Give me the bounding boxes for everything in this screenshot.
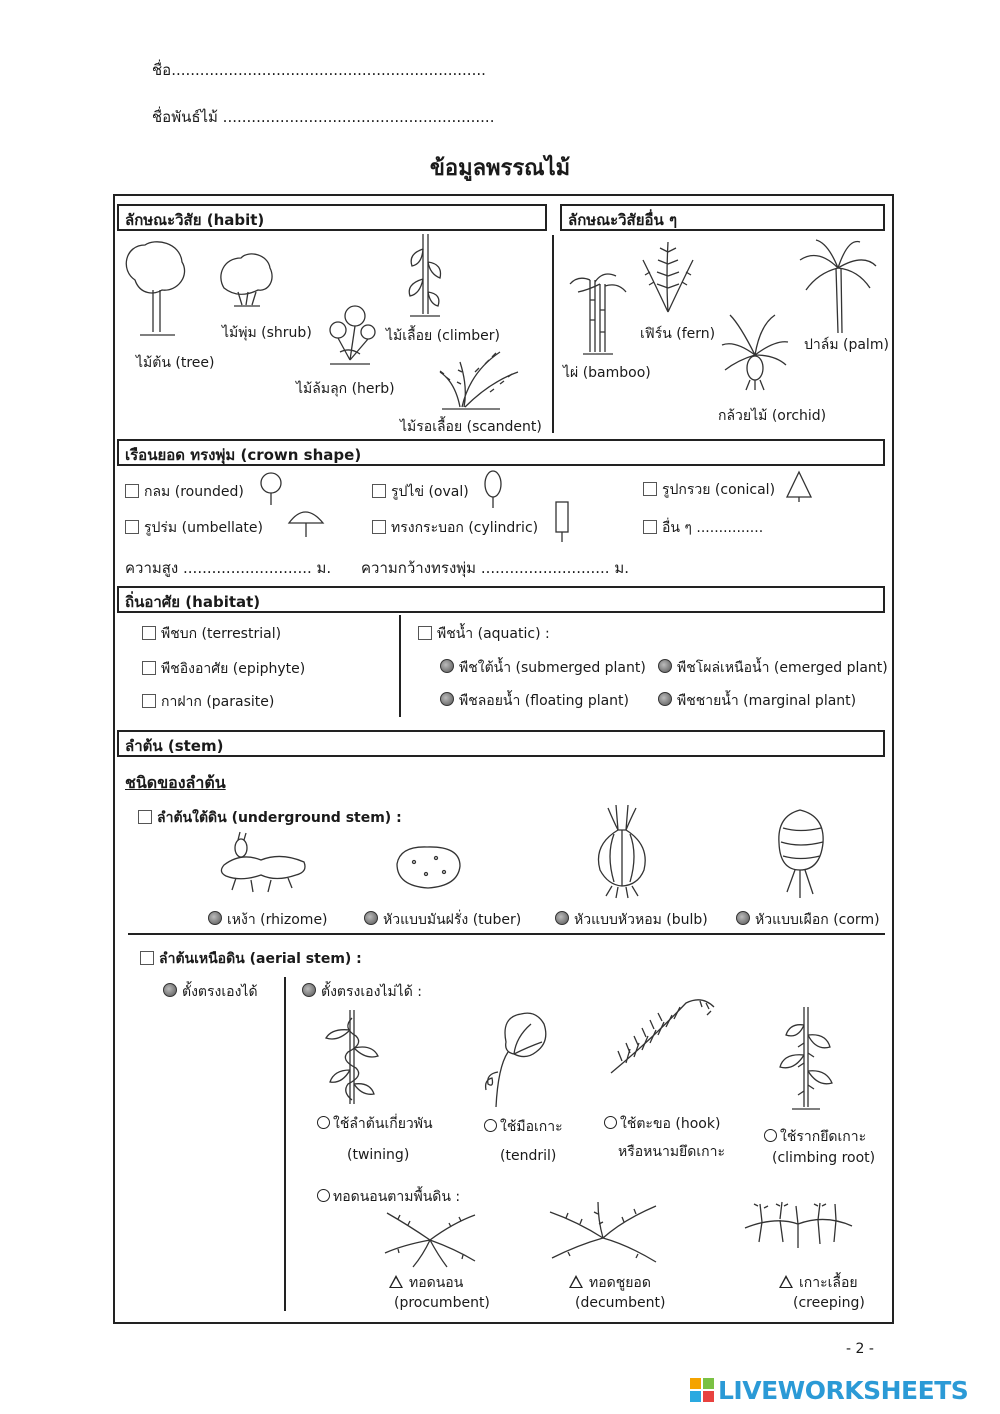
crown-rounded-checkbox[interactable]	[125, 484, 139, 498]
shrub-drawing	[216, 250, 276, 310]
not-upright-radio[interactable]	[302, 983, 316, 997]
bulb-option[interactable]: หัวแบบหัวหอม (bulb)	[555, 909, 708, 931]
tendril-radio[interactable]	[484, 1119, 497, 1132]
climbing-root-drawing	[770, 1005, 840, 1110]
stem-types-heading: ชนิดของลำต้น	[125, 773, 226, 792]
ground-option[interactable]: ทอดนอนตามพื้นดิน :	[317, 1186, 460, 1208]
conical-shape-icon	[786, 470, 814, 504]
habit-climber-label: ไม้เลื้อย (climber)	[386, 328, 500, 344]
name-field[interactable]: ชื่อ..................................................................	[152, 61, 486, 79]
crown-other-checkbox[interactable]	[643, 520, 657, 534]
bulb-radio[interactable]	[555, 911, 569, 925]
epiphyte-checkbox[interactable]	[142, 661, 156, 675]
herb-drawing	[320, 302, 380, 372]
crown-conical-checkbox[interactable]	[643, 482, 657, 496]
crown-rounded-option[interactable]: กลม (rounded)	[125, 481, 244, 503]
orchid-label: กล้วยไม้ (orchid)	[718, 408, 827, 424]
emerged-option[interactable]: พืชโผล่เหนือน้ำ (emerged plant)	[658, 657, 888, 679]
underground-stem-option[interactable]: ลำต้นใต้ดิน (underground stem) :	[138, 807, 402, 829]
orchid-drawing	[720, 310, 790, 390]
habit-shrub-label: ไม้พุ่ม (shrub)	[222, 325, 312, 341]
submerged-option[interactable]: พืชใต้น้ำ (submerged plant)	[440, 657, 646, 679]
tendril-drawing	[476, 1012, 551, 1107]
emerged-radio[interactable]	[658, 659, 672, 673]
floating-radio[interactable]	[440, 692, 454, 706]
page-number: - 2 -	[846, 1341, 874, 1357]
marginal-radio[interactable]	[658, 692, 672, 706]
tree-drawing	[120, 240, 190, 340]
scandent-drawing	[430, 342, 520, 412]
aerial-stem-option[interactable]: ลำต้นเหนือดิน (aerial stem) :	[140, 948, 362, 970]
habitat-parasite-option[interactable]: กาฝาก (parasite)	[142, 691, 274, 713]
oval-shape-icon	[482, 470, 506, 510]
habit-heading: ลักษณะวิสัย (habit)	[117, 204, 547, 231]
rhizome-option[interactable]: เหง้า (rhizome)	[208, 909, 328, 931]
upright-radio[interactable]	[163, 983, 177, 997]
hook-thorn-label: หรือหนามยึดเกาะ	[618, 1144, 725, 1160]
habit-scandent-label: ไม้รอเลื้อย (scandent)	[400, 419, 542, 435]
habitat-aquatic-option[interactable]: พืชน้ำ (aquatic) :	[418, 623, 550, 645]
procumbent-option[interactable]: ทอดนอน	[389, 1272, 463, 1294]
decumbent-option[interactable]: ทอดชูยอด	[569, 1272, 651, 1294]
palm-label: ปาล์ม (palm)	[804, 337, 889, 353]
crown-umbellate-option[interactable]: รูปร่ม (umbellate)	[125, 517, 263, 539]
crown-oval-checkbox[interactable]	[372, 484, 386, 498]
tuber-radio[interactable]	[364, 911, 378, 925]
habitat-epiphyte-option[interactable]: พืชอิงอาศัย (epiphyte)	[142, 658, 305, 680]
climber-drawing	[398, 234, 448, 319]
aerial-divider	[284, 977, 286, 1311]
crown-cylindric-option[interactable]: ทรงกระบอก (cylindric)	[372, 517, 538, 539]
corm-drawing	[775, 808, 830, 903]
crown-width-field[interactable]: ความกว้างทรงพุ่ม ........................... ม.	[361, 559, 629, 577]
twining-drawing	[322, 1008, 382, 1108]
climbing-root-en-label: (climbing root)	[772, 1150, 876, 1166]
height-field[interactable]: ความสูง ........................... ม.	[125, 559, 332, 577]
decumbent-drawing	[548, 1200, 660, 1270]
crown-oval-option[interactable]: รูปไข่ (oval)	[372, 481, 469, 503]
stem-heading: ลำต้น (stem)	[117, 730, 885, 757]
corm-radio[interactable]	[736, 911, 750, 925]
twining-option[interactable]: ใช้ลำต้นเกี่ยวพัน	[317, 1113, 433, 1135]
crown-umbellate-checkbox[interactable]	[125, 520, 139, 534]
crown-other-option[interactable]: อื่น ๆ ...............	[643, 517, 763, 539]
bamboo-label: ไผ่ (bamboo)	[563, 365, 651, 381]
upright-option[interactable]: ตั้งตรงเองได้	[163, 981, 258, 1003]
crown-heading: เรือนยอด ทรงพุ่ม (crown shape)	[117, 439, 885, 466]
creeping-triangle-marker[interactable]	[779, 1275, 793, 1288]
parasite-checkbox[interactable]	[142, 694, 156, 708]
aquatic-checkbox[interactable]	[418, 626, 432, 640]
underground-checkbox[interactable]	[138, 810, 152, 824]
creeping-option[interactable]: เกาะเลื้อย	[779, 1272, 858, 1294]
habitat-divider	[399, 615, 401, 717]
lws-grid-icon	[690, 1378, 714, 1402]
tendril-en-label: (tendril)	[500, 1148, 557, 1164]
page-title: ข้อมูลพรรณไม้	[429, 156, 571, 181]
not-upright-option[interactable]: ตั้งตรงเองไม่ได้ :	[302, 981, 422, 1003]
habit-divider	[552, 235, 554, 433]
bamboo-drawing	[568, 270, 628, 355]
habit-tree-label: ไม้ต้น (tree)	[136, 355, 215, 371]
cylindric-shape-icon	[553, 500, 573, 544]
tuber-drawing	[392, 842, 464, 892]
rhizome-drawing	[216, 830, 311, 895]
floating-option[interactable]: พืชลอยน้ำ (floating plant)	[440, 690, 629, 712]
tendril-option[interactable]: ใช้มือเกาะ	[484, 1116, 563, 1138]
procumbent-en-label: (procumbent)	[394, 1295, 490, 1311]
habitat-terrestrial-option[interactable]: พืชบก (terrestrial)	[142, 623, 281, 645]
other-habit-heading: ลักษณะวิสัยอื่น ๆ	[560, 204, 885, 231]
creeping-en-label: (creeping)	[793, 1295, 865, 1311]
twining-radio[interactable]	[317, 1116, 330, 1129]
climbing-root-option[interactable]: ใช้รากยึดเกาะ	[764, 1126, 866, 1148]
brand-text: LIVEWORKSHEETS	[718, 1375, 969, 1405]
procumbent-drawing	[383, 1205, 478, 1270]
decumbent-triangle-marker[interactable]	[569, 1275, 583, 1288]
corm-option[interactable]: หัวแบบเผือก (corm)	[736, 909, 880, 931]
climbing-root-radio[interactable]	[764, 1129, 777, 1142]
palm-drawing	[798, 238, 878, 338]
marginal-option[interactable]: พืชชายน้ำ (marginal plant)	[658, 690, 856, 712]
creeping-drawing	[740, 1198, 855, 1268]
tuber-option[interactable]: หัวแบบมันฝรั่ง (tuber)	[364, 909, 521, 931]
habit-herb-label: ไม้ล้มลุก (herb)	[296, 381, 395, 397]
twining-en-label: (twining)	[347, 1147, 410, 1163]
decumbent-en-label: (decumbent)	[575, 1295, 666, 1311]
procumbent-triangle-marker[interactable]	[389, 1275, 403, 1288]
rhizome-radio[interactable]	[208, 911, 222, 925]
stem-divider	[128, 933, 885, 935]
fern-label: เฟิร์น (fern)	[640, 326, 716, 342]
rounded-shape-icon	[258, 472, 286, 506]
species-field[interactable]: ชื่อพันธ์ไม้ .........................................................	[152, 108, 495, 126]
bulb-drawing	[588, 800, 658, 900]
crown-cylindric-checkbox[interactable]	[372, 520, 386, 534]
fern-drawing	[638, 240, 698, 315]
ground-radio[interactable]	[317, 1189, 330, 1202]
submerged-radio[interactable]	[440, 659, 454, 673]
hook-drawing	[606, 995, 718, 1075]
terrestrial-checkbox[interactable]	[142, 626, 156, 640]
hook-option[interactable]: ใช้ตะขอ (hook)	[604, 1113, 720, 1135]
aerial-checkbox[interactable]	[140, 951, 154, 965]
crown-conical-option[interactable]: รูปกรวย (conical)	[643, 479, 775, 501]
hook-radio[interactable]	[604, 1116, 617, 1129]
umbellate-shape-icon	[287, 507, 327, 539]
habitat-heading: ถิ่นอาศัย (habitat)	[117, 586, 885, 613]
liveworksheets-logo	[690, 1375, 968, 1405]
